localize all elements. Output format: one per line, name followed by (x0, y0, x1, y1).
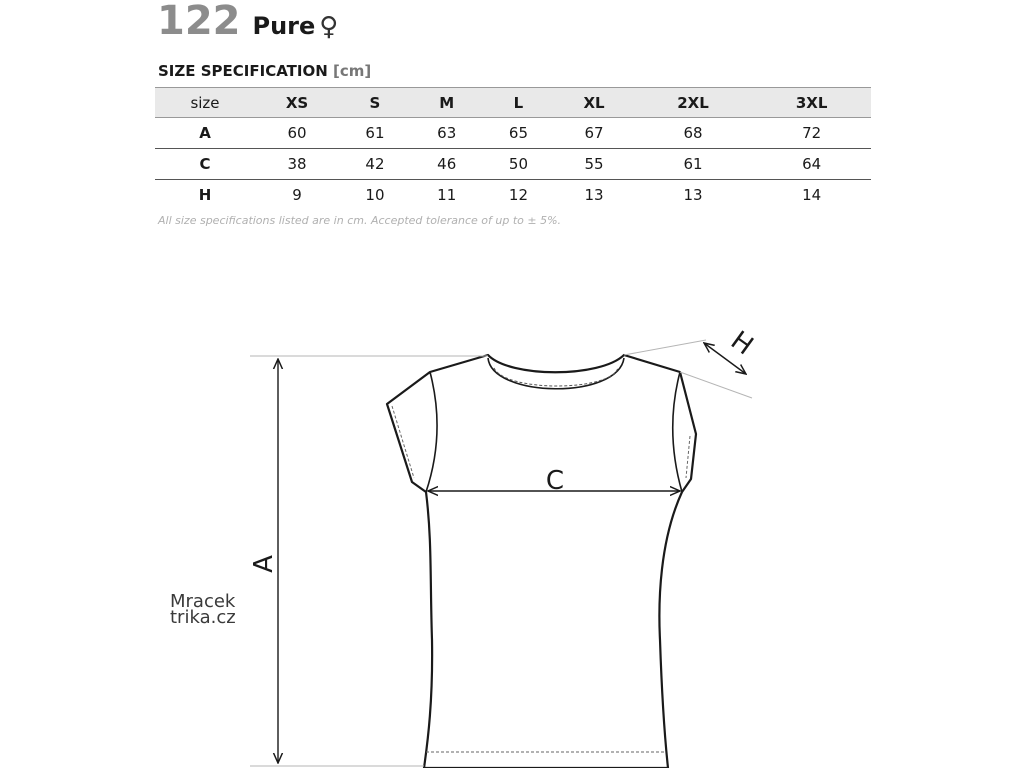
row-label: C (155, 149, 255, 180)
table-cell: 67 (554, 118, 633, 149)
table-cell: 61 (339, 118, 411, 149)
table-cell: 38 (255, 149, 339, 180)
table-cell: 60 (255, 118, 339, 149)
table-cell: 68 (634, 118, 753, 149)
tshirt-outline (387, 355, 696, 768)
table-cell: 11 (437, 186, 457, 204)
right-sleeve-stitch (686, 436, 690, 478)
column-header: M (411, 88, 483, 118)
table-cell: 61 (634, 149, 753, 180)
column-header: XL (554, 88, 633, 118)
right-sleeve-seam (673, 372, 682, 492)
product-code: 122 (157, 0, 241, 44)
table-cell: 65 (483, 118, 555, 149)
table-cell: 12 (508, 186, 528, 204)
tolerance-note: All size specifications listed are in cm. Accepted tolerance of up to ± 5%. (158, 214, 562, 227)
collar-stitch (494, 368, 618, 386)
column-header: size (155, 88, 255, 118)
watermark-line1: Mracek (170, 591, 236, 612)
table-cell: 50 (483, 149, 555, 180)
product-name: Pure (252, 12, 316, 40)
column-header: 3XL (752, 88, 871, 118)
column-header: 2XL (634, 88, 753, 118)
table-cell: 9 (292, 186, 302, 204)
row-label: H (198, 186, 212, 204)
table-cell: 10 (365, 186, 385, 204)
h-guide-1 (680, 372, 752, 398)
female-icon: ♀ (319, 12, 339, 42)
column-header: S (339, 88, 411, 118)
column-header: L (483, 88, 555, 118)
table-cell: 72 (752, 118, 871, 149)
table-cell: 13 (683, 186, 703, 204)
table-cell: 13 (584, 186, 604, 204)
label-h: H (724, 325, 759, 362)
left-sleeve-stitch (392, 406, 414, 478)
table-cell: 55 (554, 149, 633, 180)
table-cell: 63 (411, 118, 483, 149)
spec-heading-text: SIZE SPECIFICATION (158, 62, 328, 80)
spec-unit: [cm] (333, 62, 372, 80)
column-header: XS (255, 88, 339, 118)
h-guide-2 (624, 340, 706, 355)
watermark-logo (170, 591, 236, 628)
table-cell: 42 (339, 149, 411, 180)
row-label: A (155, 118, 255, 149)
label-a: A (249, 555, 279, 573)
label-c: C (545, 466, 565, 496)
collar-inner (488, 358, 624, 389)
watermark-line2: trika.cz (170, 607, 236, 628)
table-cell: 46 (411, 149, 483, 180)
table-cell: 14 (802, 186, 822, 204)
table-cell: 64 (752, 149, 871, 180)
left-sleeve-seam (426, 372, 437, 492)
